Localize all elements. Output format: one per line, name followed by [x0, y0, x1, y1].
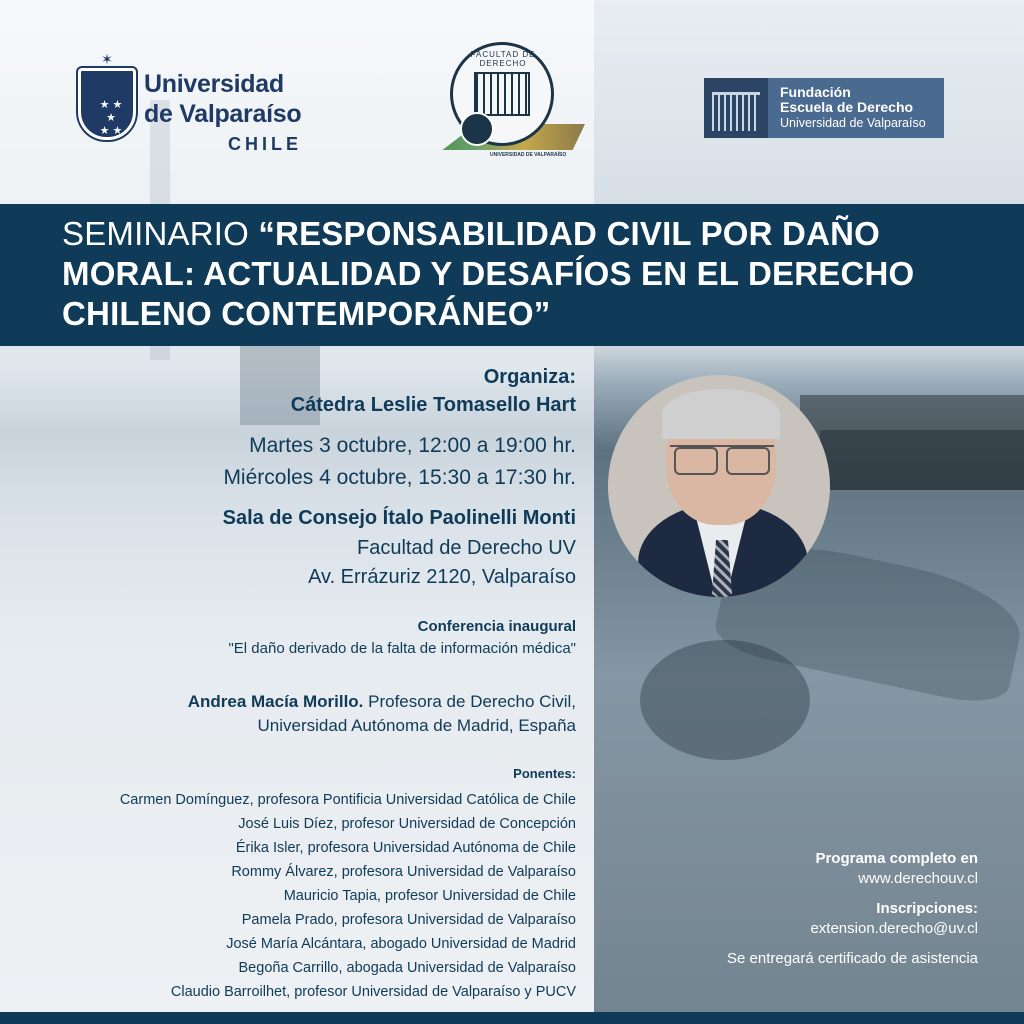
- speaker-item: Carmen Domínguez, profesora Pontificia Universidad Católica de Chile: [119, 792, 576, 808]
- author-university: Universidad Autónoma de Madrid, España: [257, 716, 576, 735]
- uv-logo-line3: CHILE: [228, 134, 302, 154]
- speakers-list: [16, 788, 576, 1004]
- speaker-item: Pamela Prado, profesora Universidad de Valparaíso: [241, 912, 576, 928]
- speaker-item: Rommy Álvarez, profesora Universidad de Valparaíso: [231, 864, 576, 880]
- stars-icon: ★ ★ ★ ★ ★: [99, 99, 123, 137]
- speaker-photo: [608, 375, 830, 597]
- speaker-item: Begoña Carrillo, abogada Universidad de Valparaíso: [238, 960, 576, 976]
- faculty-seal-icon: [430, 42, 590, 170]
- certificado-note: Se entregará certificado de asistencia: [727, 950, 978, 967]
- seal-ring-text: FACULTAD DE DERECHO: [470, 50, 536, 68]
- seal-caption: UNIVERSIDAD DE VALPARAÍSO: [490, 152, 567, 158]
- seal-face-icon: [460, 112, 494, 146]
- conference-title: "El daño derivado de la falta de información médica": [228, 640, 576, 657]
- conference-label: Conferencia inaugural: [417, 618, 576, 635]
- venue-address: Av. Errázuriz 2120, Valparaíso: [308, 566, 576, 588]
- bottom-bar: [0, 1012, 1024, 1024]
- universidad-logo: [78, 52, 308, 162]
- fundacion-line3: Universidad de Valparaíso: [780, 116, 926, 130]
- organiza-label: Organiza:: [483, 366, 576, 388]
- author-name: Andrea Macía Morillo.: [187, 692, 364, 711]
- uv-logo-line2: de Valparaíso: [144, 100, 302, 128]
- seminar-name: “RESPONSABILIDAD CIVIL POR DAÑO MORAL: ACTUALIDAD Y DESAFÍOS EN EL DERECHO CHILENO CONTEMPORÁNEO”: [62, 215, 915, 332]
- background-gavel: [640, 640, 810, 760]
- fundacion-line1: Fundación: [780, 84, 851, 100]
- inscripciones-label: Inscripciones:: [876, 900, 978, 917]
- speaker-item: Mauricio Tapia, profesor Universidad de Chile: [283, 888, 576, 904]
- author-role: Profesora de Derecho Civil,: [363, 692, 576, 711]
- programa-url[interactable]: www.derechouv.cl: [858, 870, 978, 887]
- photo-glasses: [670, 445, 774, 471]
- speaker-item: Érika Isler, profesora Universidad Autónoma de Chile: [235, 840, 576, 856]
- university-shield-icon: [78, 68, 136, 140]
- background-pier-shadow: [820, 430, 1024, 490]
- venue-room: Sala de Consejo Ítalo Paolinelli Monti: [222, 507, 576, 529]
- speaker-item: José Luis Díez, profesor Universidad de Concepción: [238, 816, 576, 832]
- uv-logo-line1: Universidad: [144, 70, 284, 98]
- speaker-item: Claudio Barroilhet, profesor Universidad de Valparaíso y PUCV: [170, 984, 576, 1000]
- venue-faculty: Facultad de Derecho UV: [356, 537, 576, 559]
- conference-author: [16, 692, 576, 712]
- programa-label: Programa completo en: [815, 850, 978, 867]
- date-2: Miércoles 4 octubre, 15:30 a 17:30 hr.: [223, 466, 576, 489]
- photo-hair: [662, 389, 780, 439]
- fundacion-line2: Escuela de Derecho: [780, 99, 914, 115]
- fundacion-logo: [704, 78, 944, 138]
- inscripciones-email[interactable]: extension.derecho@uv.cl: [810, 920, 978, 937]
- speaker-item: José María Alcántara, abogado Universidad de Madrid: [226, 936, 576, 952]
- crown-icon: ✶: [101, 51, 113, 67]
- seal-building-icon: [474, 72, 530, 116]
- fundacion-building-icon: [704, 78, 768, 138]
- seminar-prefix: SEMINARIO: [62, 215, 259, 252]
- ponentes-label: Ponentes:: [513, 766, 576, 781]
- seminar-title: [62, 214, 982, 334]
- date-1: Martes 3 octubre, 12:00 a 19:00 hr.: [249, 434, 576, 457]
- organizer-name: Cátedra Leslie Tomasello Hart: [290, 394, 576, 416]
